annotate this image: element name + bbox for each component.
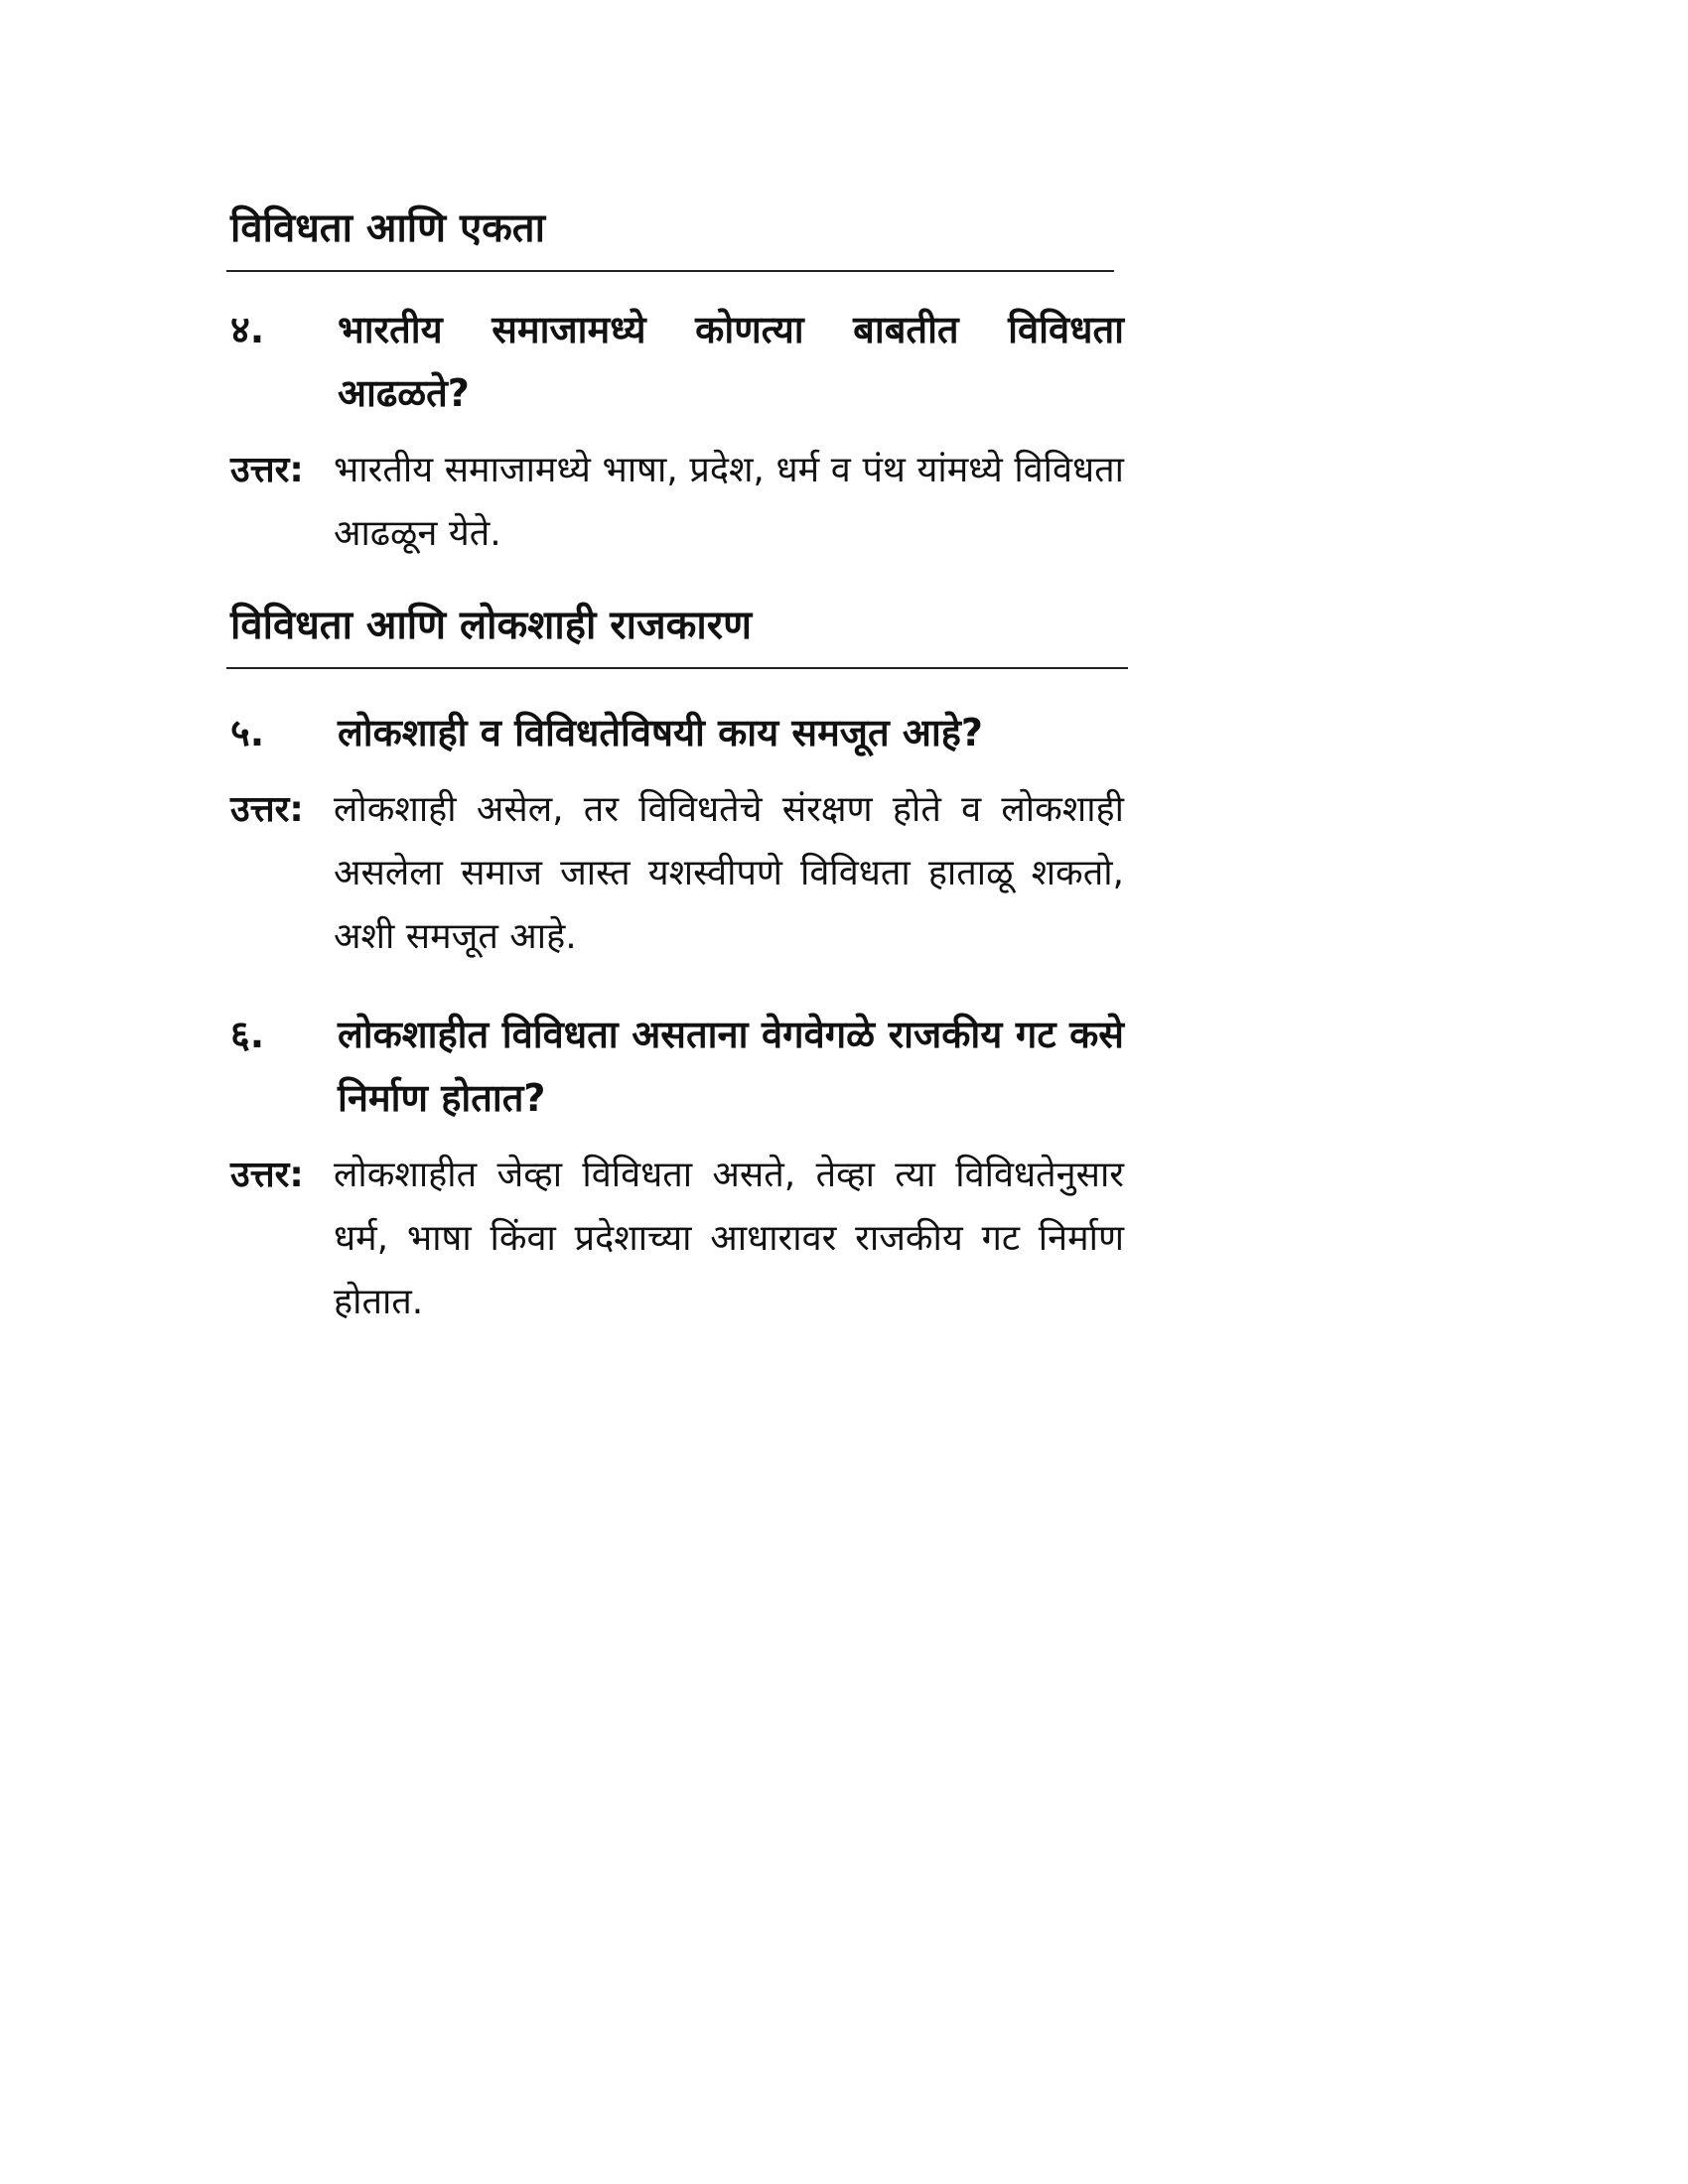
answer-text: लोकशाहीत जेव्हा विविधता असते, तेव्हा त्या विविधतेनुसार धर्म, भाषा किंवा प्रदेशाच्या आधारावर राजकीय गट निर्माण होतात. xyxy=(334,1155,1124,1322)
section-divider xyxy=(226,667,1128,669)
answer-label: उत्तर: xyxy=(230,789,304,830)
answer-text: लोकशाही असेल, तर विविधतेचे संरक्षण होते व लोकशाही असलेला समाज जास्त यशस्वीपणे विविधता हाताळू शकतो, अशी समजूत आहे. xyxy=(334,789,1124,957)
question-number: ५. xyxy=(230,711,265,754)
question-block xyxy=(230,701,1124,969)
answer-label: उत्तर: xyxy=(230,450,304,490)
question-text: लोकशाहीत विविधता असताना वेगवेगळे राजकीय गट कसे निर्माण होतात? xyxy=(338,1013,1124,1120)
section-divider xyxy=(226,270,1114,272)
question-number: ४. xyxy=(230,308,265,351)
question-block xyxy=(230,298,1124,566)
section-heading: विविधता आणि लोकशाही राजकारण xyxy=(230,603,753,648)
section-heading: विविधता आणि एकता xyxy=(230,205,545,251)
question-text: लोकशाही व विविधतेविषयी काय समजूत आहे? xyxy=(338,711,983,754)
answer-label: उत्तर: xyxy=(230,1155,304,1195)
question-block xyxy=(230,1003,1124,1334)
answer-text: भारतीय समाजामध्ये भाषा, प्रदेश, धर्म व पंथ यांमध्ये विविधता आढळून येते. xyxy=(334,450,1124,554)
question-text: भारतीय समाजामध्ये कोणत्या बाबतीत विविधता आढळते? xyxy=(338,308,1124,415)
question-number: ६. xyxy=(230,1013,265,1056)
